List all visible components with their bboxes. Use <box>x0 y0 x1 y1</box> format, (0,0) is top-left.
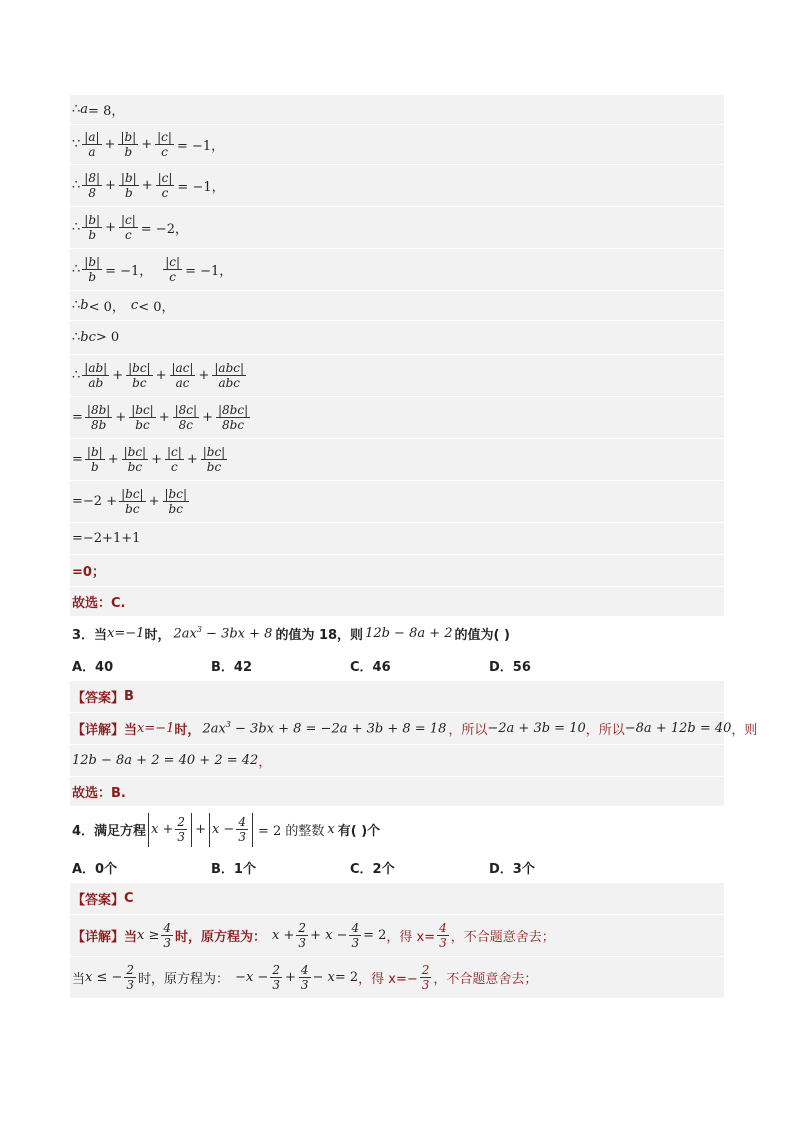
option-d: D．3个 <box>489 862 535 877</box>
option-a: A．40 <box>72 660 114 675</box>
solution-line: ∵ $\frac{|a|}{a}$ + $\frac{|b|}{b}$ + $\frac{|c|}{c}$ = −1， <box>70 125 724 165</box>
q4-detail-line1: 【详解】 当 x ≥ $\frac{4}{3}$ 时，原方程为： x + $\frac{2}{3}$ + x − $\frac{4}{3}$ = 2 ，得 x= $\frac{4}{3}$ ，不合题意舍去； <box>70 915 724 957</box>
q4-detail-line2: 当 x ≤ − $\frac{2}{3}$ 时，原方程为： −x − $\frac{2}{3}$ + $\frac{4}{3}$ − x = 2 ，得 x=− $\frac{2}{3}$ ，不合题意舍去； <box>70 957 724 999</box>
option-c: C．2个 <box>350 862 395 877</box>
solution-line: =−2 + $\frac{|bc|}{bc}$ + $\frac{|bc|}{bc}$ <box>70 481 724 523</box>
q3-detail-line2: 12b − 8a + 2 = 40 + 2 = 42 ， <box>70 745 724 777</box>
question-4: 4． 满足方程 x + $\frac{2}{3}$ + x − $\frac{4}{3}$ = 2 的整数 x 有( )个 <box>70 807 724 853</box>
solution-line: ∴ $\frac{|8|}{8}$ + $\frac{|b|}{b}$ + $\frac{|c|}{c}$ = −1， <box>70 165 724 207</box>
solution-line: = $\frac{|b|}{b}$ + $\frac{|bc|}{bc}$ + $\frac{|c|}{c}$ + $\frac{|bc|}{bc}$ <box>70 439 724 481</box>
q3-detail: 【详解】 当 x=−1 时， $2ax^3 - 3bx + 8 = -2a + 3b + 8 = 18$ ，所以 −2a + 3b = 10 ，所以 −8a + 12b = 40 ，则 <box>70 713 724 745</box>
option-b: B．1个 <box>211 862 256 877</box>
solution-line: ∴ $\frac{|b|}{b}$ + $\frac{|c|}{c}$ = −2， <box>70 207 724 249</box>
question-3-options <box>70 651 724 681</box>
q3-answer: 【答案】 B <box>70 681 724 713</box>
question-4-options <box>70 853 724 883</box>
solution-line: ∴ $\frac{|ab|}{ab}$ + $\frac{|bc|}{bc}$ + $\frac{|ac|}{ac}$ + $\frac{\text{|abc|}}{\text{abc}}$ <box>70 355 724 397</box>
question-3: 3． 当 x=−1 时， $2ax^3 - 3bx + 8$ 的值为 18，则 12b − 8a + 2 的值为( ) <box>70 617 724 651</box>
document-page <box>70 95 758 999</box>
solution-line: ∴ bc > 0 <box>70 321 724 355</box>
option-d: D．56 <box>489 660 531 675</box>
option-b: B．42 <box>211 660 252 675</box>
solution-line: =0； <box>70 555 724 587</box>
solution-line: ∴ b < 0， c < 0， <box>70 291 724 321</box>
q4-answer: 【答案】 C <box>70 883 724 915</box>
option-c: C．46 <box>350 660 391 675</box>
solution-line: =−2+1+1 <box>70 523 724 555</box>
option-a: A．0个 <box>72 862 118 877</box>
solution-choice: 故选：C. <box>70 587 724 617</box>
q3-choice: 故选：B. <box>70 777 724 807</box>
solution-line: ∴ a = 8， <box>70 95 724 125</box>
solution-line: = $\frac{|8b|}{8b}$ + $\frac{|bc|}{bc}$ + $\frac{|8c|}{8c}$ + $\frac{|8bc|}{8bc}$ <box>70 397 724 439</box>
solution-line: ∴ $\frac{|b|}{b}$ = −1， $\frac{|c|}{c}$ = −1， <box>70 249 724 291</box>
